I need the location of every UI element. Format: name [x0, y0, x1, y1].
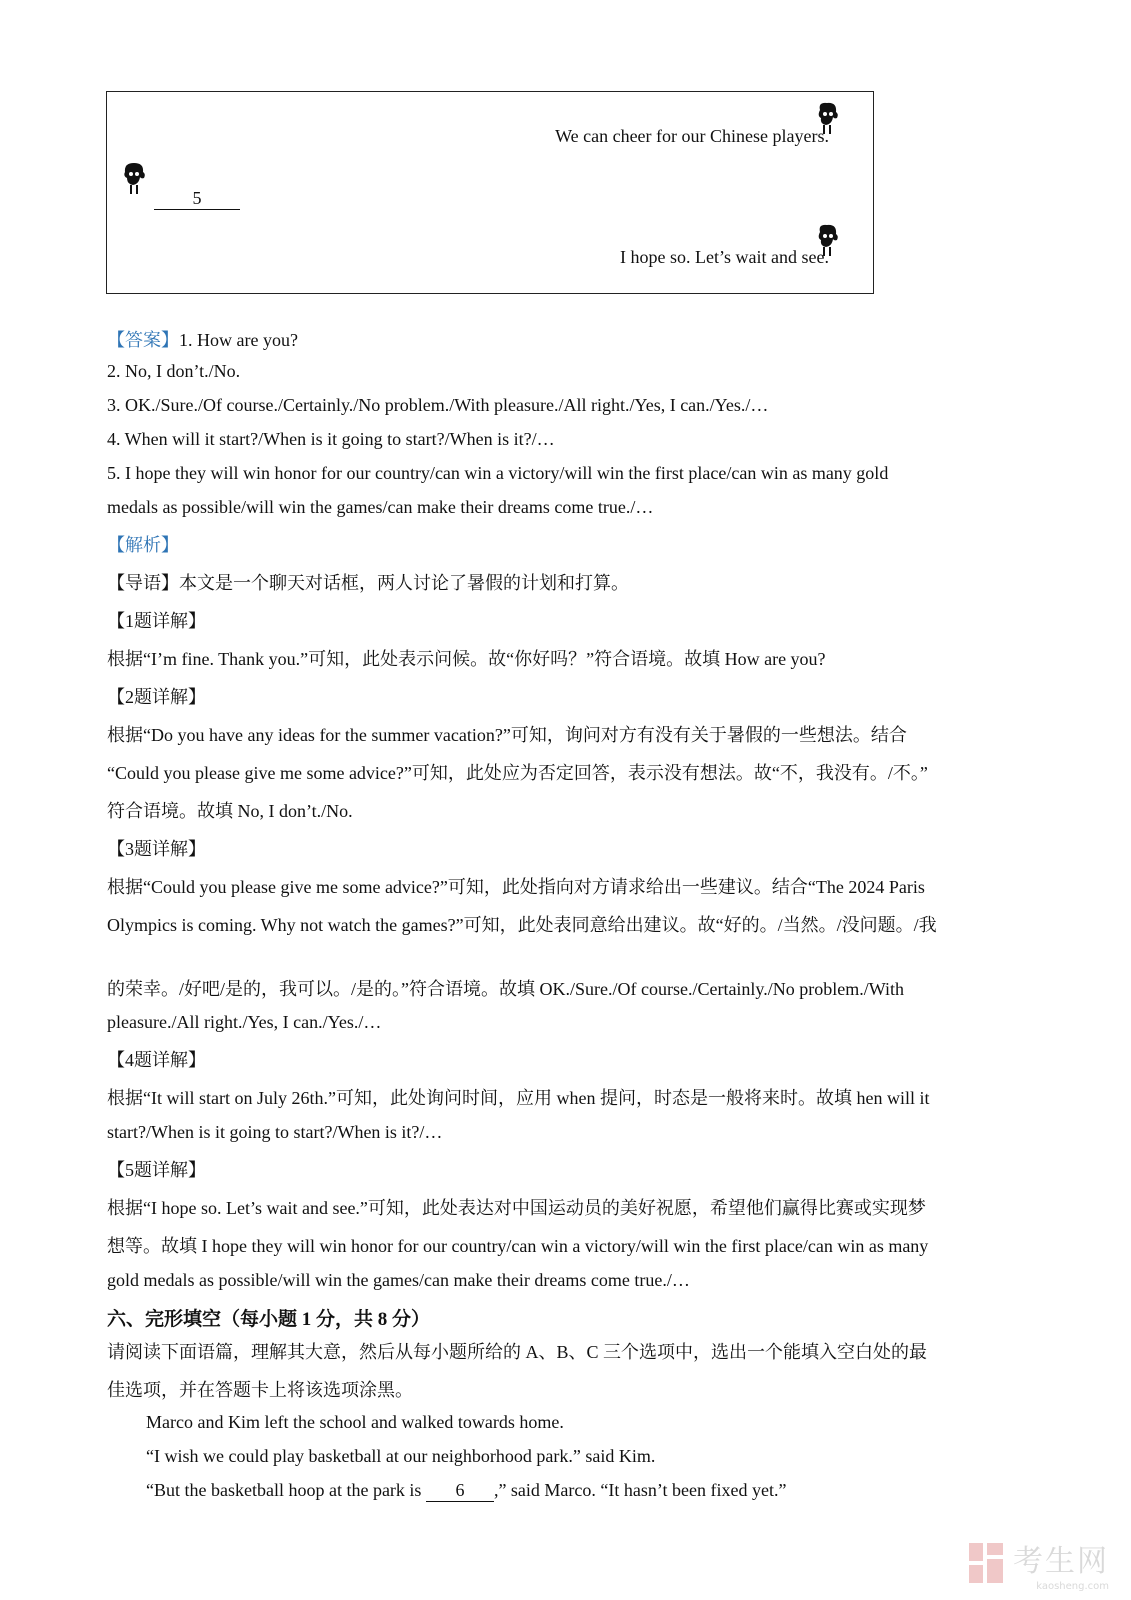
q1-heading: 【1题详解】 [107, 611, 206, 631]
q4-line-1: 根据“It will start on July 26th.”可知，此处询问时间，应用 when 提问，时态是一般将来时。故填 hen will it [107, 1088, 930, 1108]
watermark-logo-icon [967, 1541, 1007, 1585]
dialog-line-b: I hope so. Let’s wait and see. [620, 247, 829, 267]
passage-line-1: Marco and Kim left the school and walked towards home. [146, 1412, 564, 1432]
q5-heading: 【5题详解】 [107, 1160, 206, 1180]
answer-line-5a: 5. I hope they will win honor for our country/can win a victory/will win the first place/can win as many gold [107, 463, 889, 483]
q3-line-1: 根据“Could you please give me some advice?”可知，此处指向对方请求给出一些建议。结合“The 2024 Paris [107, 877, 925, 897]
analysis-intro: 【导语】本文是一个聊天对话框，两人讨论了暑假的计划和打算。 [107, 573, 629, 593]
q3-line-2: Olympics is coming. Why not watch the games?”可知，此处表同意给出建议。故“好的。/当然。/没问题。/我 [107, 915, 937, 935]
q1-line-1: 根据“I’m fine. Thank you.”可知，此处表示问候。故“你好吗？”符合语境。故填 How are you? [107, 649, 826, 669]
passage-line-2: “I wish we could play basketball at our neighborhood park.” said Kim. [146, 1446, 656, 1466]
dialog-blank-5: 5 [154, 188, 240, 210]
dialog-line-a: We can cheer for our Chinese players. [555, 126, 829, 146]
answer-line-3: 3. OK./Sure./Of course./Certainly./No problem./With pleasure./All right./Yes, I can./Yes./… [107, 395, 769, 415]
answer-line-5b: medals as possible/will win the games/can make their dreams come true./… [107, 497, 654, 517]
section-6-instructions-2: 佳选项，并在答题卡上将该选项涂黑。 [107, 1380, 413, 1400]
blank-6: 6 [426, 1480, 494, 1502]
answer-line-4: 4. When will it start?/When is it going to start?/When is it?/… [107, 429, 555, 449]
q3-line-3: 的荣幸。/好吧/是的，我可以。/是的。”符合语境。故填 OK./Sure./Of course./Certainly./No problem./With [107, 979, 905, 999]
q2-line-1: 根据“Do you have any ideas for the summer vacation?”可知，询问对方有没有关于暑假的一些想法。结合 [107, 725, 907, 745]
watermark-text: 考生网 [1013, 1544, 1109, 1579]
q5-line-1: 根据“I hope so. Let’s wait and see.”可知，此处表达对中国运动员的美好祝愿，希望他们赢得比赛或实现梦 [107, 1198, 926, 1218]
q4-heading: 【4题详解】 [107, 1050, 206, 1070]
q4-line-2: start?/When is it going to start?/When is it?/… [107, 1122, 443, 1142]
analysis-tag: 【解析】 [107, 535, 179, 555]
watermark [967, 1536, 1109, 1590]
answer-tag: 【答案】 [107, 330, 179, 350]
answer-line-2: 2. No, I don’t./No. [107, 361, 241, 381]
q5-line-2: 想等。故填 I hope they will win honor for our country/can win a victory/will win the first place/can win as many [107, 1236, 929, 1256]
q2-heading: 【2题详解】 [107, 687, 206, 707]
speaker-avatar-icon [119, 160, 149, 196]
passage-line-3: “But the basketball hoop at the park is 6 ,” said Marco. “It hasn’t been fixed yet.” [146, 1480, 787, 1500]
q2-line-2: “Could you please give me some advice?”可知，此处应为否定回答，表示没有想法。故“不，我没有。/不。” [107, 763, 928, 783]
q3-line-4: pleasure./All right./Yes, I can./Yes./… [107, 1012, 382, 1032]
answer-line-1: 【答案】1. How are you? [107, 330, 298, 350]
q5-line-3: gold medals as possible/will win the games/can make their dreams come true./… [107, 1270, 690, 1290]
section-6-instructions-1: 请阅读下面语篇，理解其大意，然后从每小题所给的 A、B、C 三个选项中，选出一个能填入空白处的最 [107, 1342, 928, 1362]
watermark-subtext: kaosheng.com [1036, 1581, 1109, 1592]
dialog-box [106, 91, 874, 294]
q2-line-3: 符合语境。故填 No, I don’t./No. [107, 801, 353, 821]
section-6-heading: 六、完形填空（每小题 1 分，共 8 分） [107, 1309, 431, 1330]
q3-heading: 【3题详解】 [107, 839, 206, 859]
